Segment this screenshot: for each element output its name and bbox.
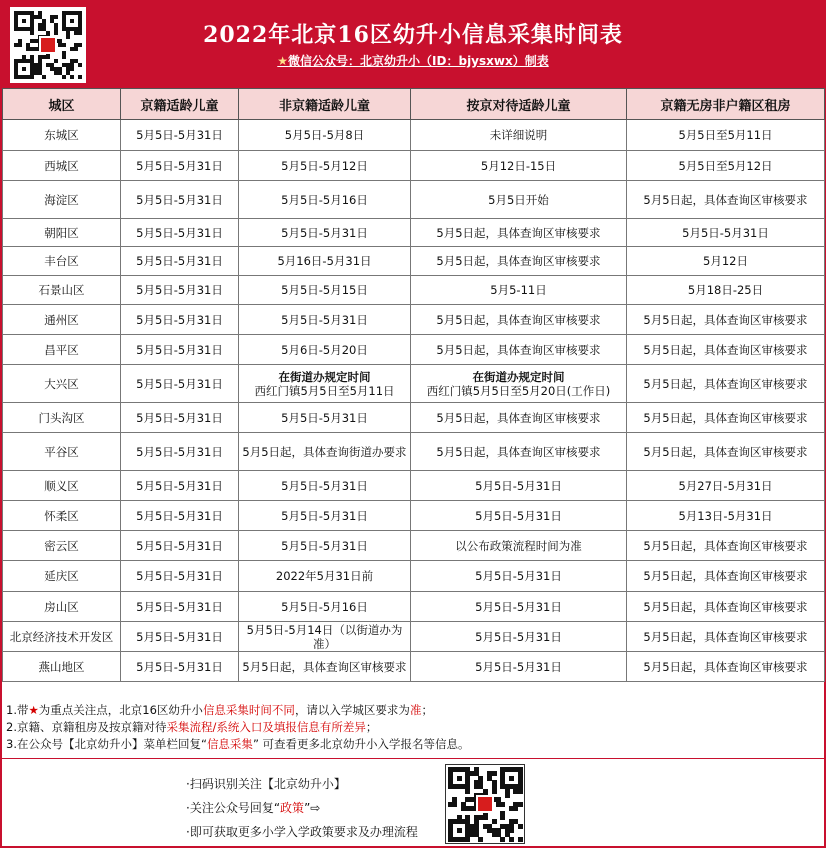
district-cell: 朝阳区 <box>3 219 121 247</box>
notes-section <box>6 702 820 753</box>
arrow-icon: ”⇨ <box>304 801 321 815</box>
schedule-cell: 5月5日-5月31日 <box>627 219 825 247</box>
header-banner <box>2 2 824 88</box>
district-cell: 大兴区 <box>3 365 121 403</box>
table-row <box>3 622 825 652</box>
schedule-table <box>2 88 825 682</box>
schedule-cell: 5月5日-5月31日 <box>121 151 239 181</box>
schedule-cell: 5月5日-5月15日 <box>239 276 411 305</box>
schedule-cell: 5月5日-5月31日 <box>411 592 627 622</box>
schedule-cell: 5月5日至5月12日 <box>627 151 825 181</box>
schedule-cell: 5月5-11日 <box>411 276 627 305</box>
schedule-cell: 5月5日起，具体查询区审核要求 <box>411 305 627 335</box>
qr-code-icon <box>445 764 525 844</box>
table-row <box>3 151 825 181</box>
table-row <box>3 501 825 531</box>
note-highlight: 信息采集时间不同 <box>202 703 295 717</box>
table-row <box>3 305 825 335</box>
column-header: 京籍无房非户籍区租房 <box>627 89 825 120</box>
district-cell: 东城区 <box>3 120 121 151</box>
table-row <box>3 181 825 219</box>
subtitle-text: 微信公众号：北京幼升小（ID：bjysxwx）制表 <box>288 54 549 68</box>
district-cell: 石景山区 <box>3 276 121 305</box>
schedule-cell: 5月5日起，具体查询区审核要求 <box>627 181 825 219</box>
footer-promo <box>186 772 418 844</box>
schedule-cell: 5月5日-5月31日 <box>121 120 239 151</box>
cell-heading: 在街道办规定时间 <box>278 369 371 384</box>
note-text: ，请以入学城区要求为 <box>294 703 410 717</box>
note-text: ； <box>421 703 433 717</box>
schedule-cell <box>239 365 411 403</box>
schedule-cell: 5月16日-5月31日 <box>239 247 411 276</box>
schedule-cell: 5月5日-5月31日 <box>121 247 239 276</box>
qr-code-icon <box>10 7 86 83</box>
schedule-cell: 5月5日起，具体查询区审核要求 <box>627 365 825 403</box>
table-row <box>3 531 825 561</box>
note-text: 2.京籍、京籍租房及按京籍对待 <box>6 720 167 734</box>
schedule-cell: 5月5日-5月31日 <box>121 531 239 561</box>
footer-text: ·关注公众号回复“ <box>186 801 281 815</box>
note-2 <box>6 719 820 736</box>
schedule-cell: 5月5日-5月31日 <box>121 471 239 501</box>
schedule-cell: 5月5日起，具体查询区审核要求 <box>411 403 627 433</box>
schedule-cell: 5月5日-5月31日 <box>121 433 239 471</box>
table-row <box>3 335 825 365</box>
schedule-cell <box>411 365 627 403</box>
table-row <box>3 471 825 501</box>
cell-heading: 在街道办规定时间 <box>472 369 565 384</box>
footer-line-1: ·扫码识别关注【北京幼升小】 <box>186 777 346 791</box>
schedule-cell: 5月5日至5月11日 <box>627 120 825 151</box>
schedule-cell: 5月5日-5月31日 <box>239 219 411 247</box>
footer-line-3: ·即可获取更多小学入学政策要求及办理流程 <box>186 825 418 839</box>
schedule-cell: 5月5日-5月31日 <box>121 592 239 622</box>
schedule-cell: 5月5日起，具体查询区审核要求 <box>627 531 825 561</box>
schedule-cell: 5月5日-5月31日 <box>411 501 627 531</box>
table-body <box>3 120 825 682</box>
note-text: 为重点关注点，北京16区幼升小 <box>38 703 203 717</box>
note-highlight: 采集流程/系统入口及填报信息有所差异 <box>166 720 366 734</box>
district-cell: 燕山地区 <box>3 652 121 682</box>
schedule-cell: 5月5日-5月31日 <box>411 652 627 682</box>
note-highlight: 信息采集 <box>206 737 253 751</box>
schedule-cell: 5月5日-5月31日 <box>411 622 627 652</box>
column-header: 非京籍适龄儿童 <box>239 89 411 120</box>
table-row <box>3 403 825 433</box>
schedule-cell: 5月5日-5月31日 <box>411 561 627 592</box>
schedule-cell: 5月5日-5月14日（以街道办为准） <box>239 622 411 652</box>
table-row <box>3 120 825 151</box>
district-cell: 西城区 <box>3 151 121 181</box>
schedule-cell: 5月5日-5月12日 <box>239 151 411 181</box>
schedule-cell: 5月5日起，具体查询区审核要求 <box>627 652 825 682</box>
cell-text: 西红门镇5月5日至5月20日(工作日) <box>426 383 611 398</box>
table-header-row <box>3 89 825 120</box>
schedule-cell: 5月5日-5月31日 <box>121 219 239 247</box>
star-icon: ★ <box>28 703 39 717</box>
district-cell: 密云区 <box>3 531 121 561</box>
page-subtitle <box>122 52 704 69</box>
district-cell: 顺义区 <box>3 471 121 501</box>
schedule-cell: 5月5日-5月31日 <box>121 652 239 682</box>
note-highlight: 准 <box>409 703 422 717</box>
table-row <box>3 276 825 305</box>
schedule-cell: 5月5日-5月31日 <box>239 501 411 531</box>
schedule-cell: 5月5日-5月31日 <box>121 403 239 433</box>
schedule-cell: 5月5日-5月31日 <box>239 403 411 433</box>
table-row <box>3 365 825 403</box>
schedule-cell: 5月5日-5月8日 <box>239 120 411 151</box>
schedule-cell: 5月5日起，具体查询区审核要求 <box>411 219 627 247</box>
district-cell: 怀柔区 <box>3 501 121 531</box>
schedule-cell: 5月5日-5月16日 <box>239 592 411 622</box>
note-text: 1.带 <box>6 703 29 717</box>
note-text: 3.在公众号【北京幼升小】菜单栏回复“ <box>6 737 207 751</box>
schedule-cell: 未详细说明 <box>411 120 627 151</box>
district-cell: 北京经济技术开发区 <box>3 622 121 652</box>
schedule-cell: 5月5日起，具体查询街道办要求 <box>239 433 411 471</box>
table-row <box>3 433 825 471</box>
schedule-cell: 5月5日-5月31日 <box>121 276 239 305</box>
schedule-cell: 5月5日-5月31日 <box>239 305 411 335</box>
district-cell: 平谷区 <box>3 433 121 471</box>
column-header: 按京对待适龄儿童 <box>411 89 627 120</box>
schedule-cell: 5月27日-5月31日 <box>627 471 825 501</box>
note-text: ； <box>365 720 378 734</box>
schedule-cell: 5月13日-5月31日 <box>627 501 825 531</box>
schedule-cell: 5月5日起，具体查询区审核要求 <box>627 433 825 471</box>
schedule-cell: 5月5日-5月31日 <box>121 365 239 403</box>
table-row <box>3 652 825 682</box>
schedule-cell: 5月5日起，具体查询区审核要求 <box>239 652 411 682</box>
schedule-cell: 5月6日-5月20日 <box>239 335 411 365</box>
district-cell: 海淀区 <box>3 181 121 219</box>
footer-highlight: 政策 <box>280 801 305 815</box>
schedule-cell: 5月5日-5月31日 <box>239 471 411 501</box>
note-text: ” 可查看更多北京幼升小入学报名等信息。 <box>252 737 470 751</box>
schedule-cell: 5月5日-5月31日 <box>121 181 239 219</box>
schedule-cell: 5月12日 <box>627 247 825 276</box>
schedule-cell: 5月5日起，具体查询区审核要求 <box>627 561 825 592</box>
schedule-cell: 5月18日-25日 <box>627 276 825 305</box>
table-row <box>3 247 825 276</box>
schedule-cell: 5月5日起，具体查询区审核要求 <box>627 622 825 652</box>
schedule-cell: 2022年5月31日前 <box>239 561 411 592</box>
district-cell: 延庆区 <box>3 561 121 592</box>
district-cell: 昌平区 <box>3 335 121 365</box>
schedule-cell: 5月5日-5月31日 <box>121 335 239 365</box>
schedule-cell: 5月5日起，具体查询区审核要求 <box>411 433 627 471</box>
column-header: 城区 <box>3 89 121 120</box>
district-cell: 房山区 <box>3 592 121 622</box>
cell-text: 西红门镇5月5日至5月11日 <box>254 383 395 398</box>
schedule-cell: 5月5日-5月31日 <box>121 622 239 652</box>
table-row <box>3 561 825 592</box>
schedule-cell: 5月5日起，具体查询区审核要求 <box>627 335 825 365</box>
district-cell: 门头沟区 <box>3 403 121 433</box>
schedule-cell: 5月5日-5月31日 <box>121 501 239 531</box>
schedule-cell: 5月5日开始 <box>411 181 627 219</box>
schedule-cell: 5月5日-5月31日 <box>239 531 411 561</box>
district-cell: 通州区 <box>3 305 121 335</box>
footer-line-2 <box>186 796 418 820</box>
star-icon: ★ <box>277 54 289 68</box>
schedule-cell: 5月5日-5月16日 <box>239 181 411 219</box>
schedule-cell: 5月5日起，具体查询区审核要求 <box>627 403 825 433</box>
district-cell: 丰台区 <box>3 247 121 276</box>
page-title: 2022年北京16区幼升小信息采集时间表 <box>203 22 623 48</box>
schedule-cell: 5月5日-5月31日 <box>121 305 239 335</box>
column-header: 京籍适龄儿童 <box>121 89 239 120</box>
schedule-cell: 以公布政策流程时间为准 <box>411 531 627 561</box>
schedule-cell: 5月5日-5月31日 <box>411 471 627 501</box>
table-row <box>3 592 825 622</box>
note-1 <box>6 702 820 719</box>
table-row <box>3 219 825 247</box>
schedule-cell: 5月5日起，具体查询区审核要求 <box>627 592 825 622</box>
schedule-cell: 5月5日起，具体查询区审核要求 <box>411 247 627 276</box>
schedule-cell: 5月5日起，具体查询区审核要求 <box>627 305 825 335</box>
divider <box>2 758 824 759</box>
schedule-cell: 5月5日-5月31日 <box>121 561 239 592</box>
schedule-cell: 5月12日-15日 <box>411 151 627 181</box>
schedule-cell: 5月5日起，具体查询区审核要求 <box>411 335 627 365</box>
note-3 <box>6 736 820 753</box>
